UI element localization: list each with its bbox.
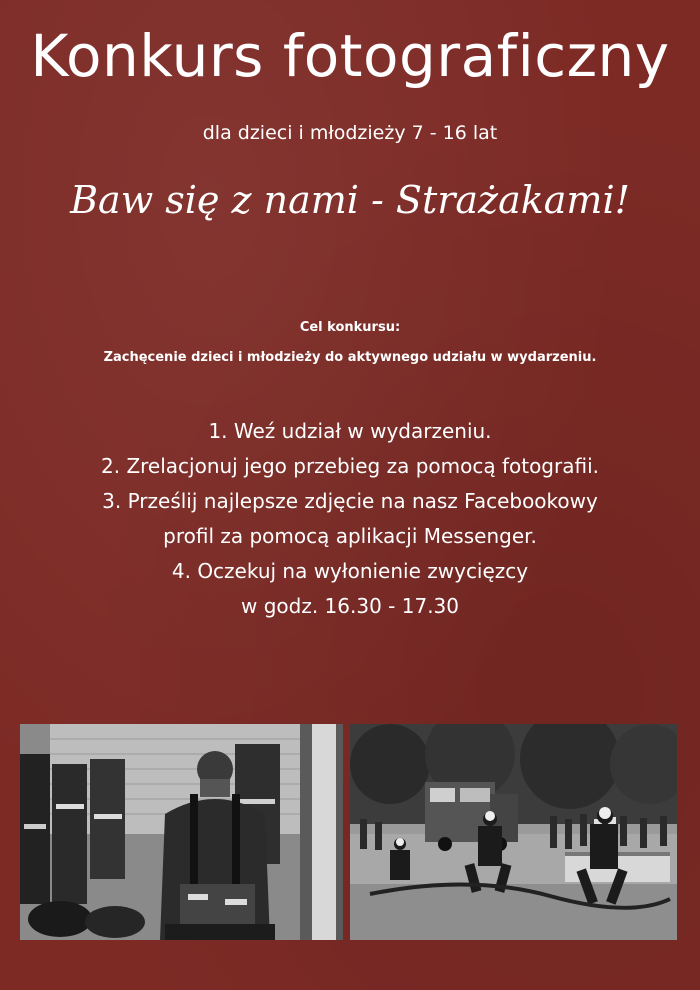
- step-line: 1. Weź udział w wydarzeniu.: [208, 419, 492, 443]
- page-title: Konkurs fotograficzny: [30, 22, 670, 90]
- goal-label: Cel konkursu:: [299, 320, 401, 335]
- step-line: w godz. 16.30 - 17.30: [241, 594, 459, 618]
- age-subtitle: dla dzieci i młodzieży 7 - 16 lat: [202, 122, 498, 144]
- goal-text: Zachęcenie dzieci i młodzieży do aktywnego udziału w wydarzeniu.: [103, 350, 597, 365]
- step-line: 4. Oczekuj na wyłonienie zwycięzcy: [171, 559, 529, 583]
- step-line: 2. Zrelacjonuj jego przebieg za pomocą fotografii.: [101, 454, 599, 478]
- step-line: profil za pomocą aplikacji Messenger.: [163, 524, 537, 548]
- firefighter-locker-photo: [20, 724, 343, 940]
- firefighting-competition-photo: [350, 724, 677, 940]
- slogan: Baw się z nami - Strażakami!: [70, 178, 630, 222]
- step-line: 3. Prześlij najlepsze zdjęcie na nasz Facebookowy: [102, 489, 598, 513]
- steps-list: [20, 414, 680, 624]
